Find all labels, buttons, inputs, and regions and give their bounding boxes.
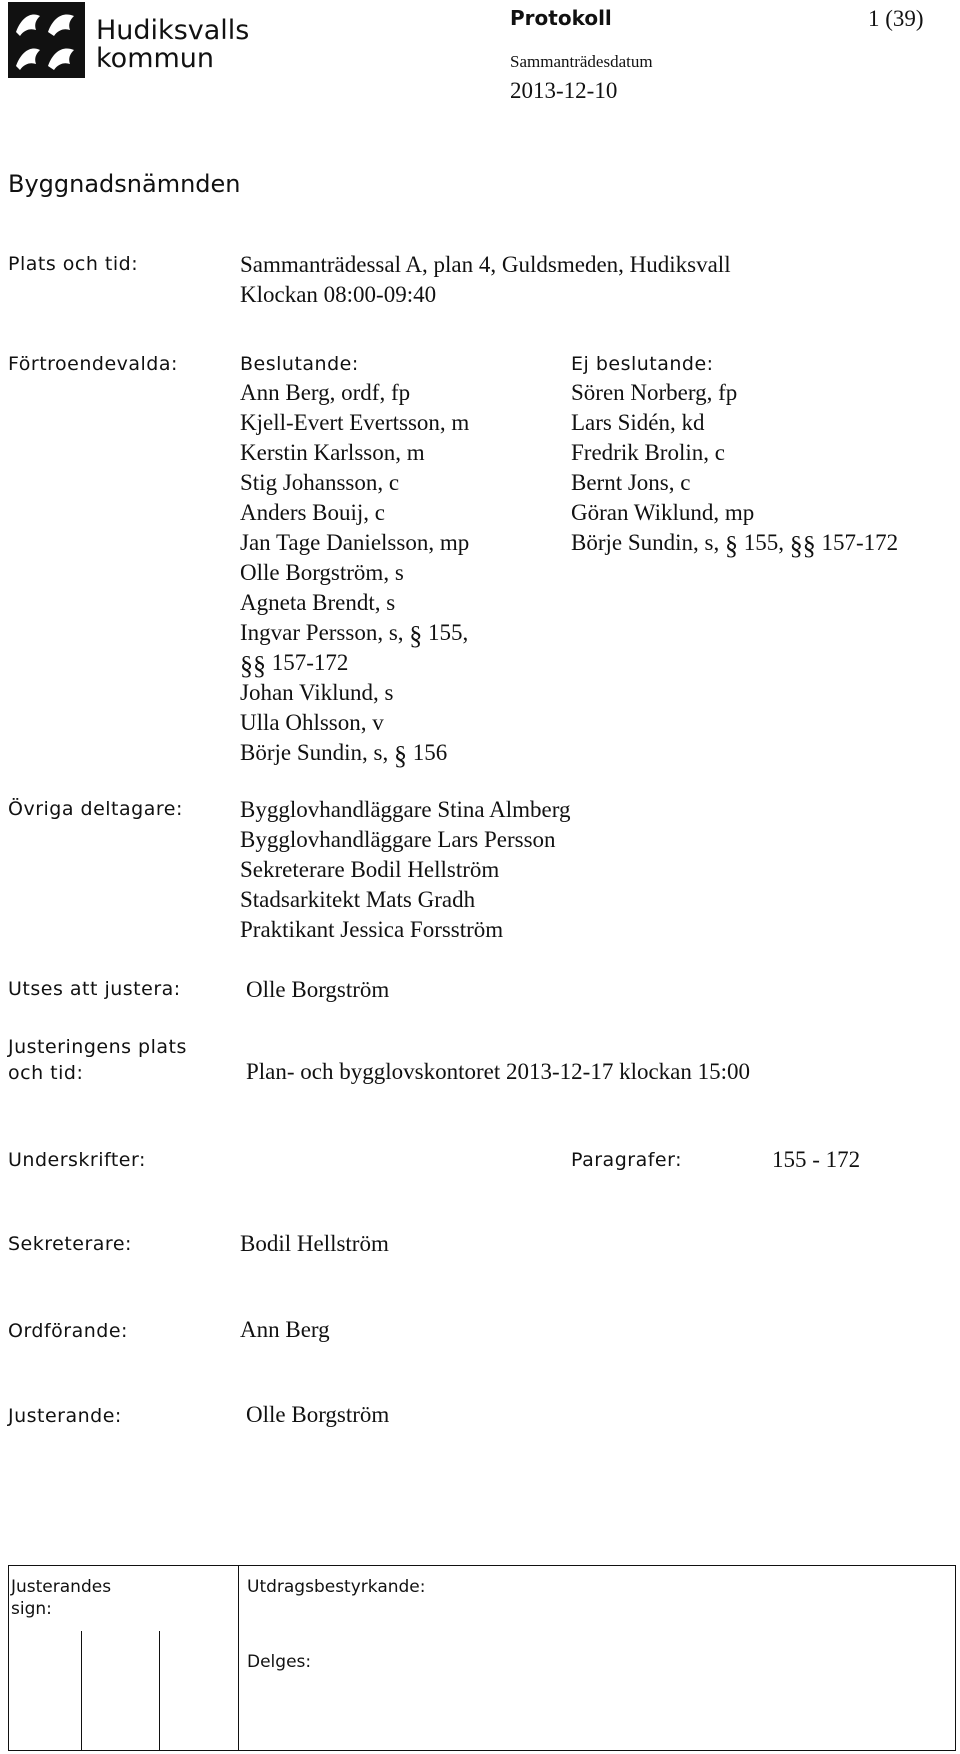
list-item: Sekreterare Bodil Hellström bbox=[240, 857, 500, 882]
list-item: Ulla Ohlsson, v bbox=[240, 710, 384, 735]
adjust-place-label: Justeringens plats och tid: bbox=[8, 1036, 187, 1084]
list-item: Ingvar Persson, s, § 155, bbox=[240, 620, 469, 650]
adjuster-label: Justerande: bbox=[8, 1405, 122, 1427]
list-item: Stadsarkitekt Mats Gradh bbox=[240, 887, 476, 912]
double-section-symbol: §§ bbox=[789, 531, 816, 560]
column-divider bbox=[238, 1566, 239, 1750]
list-item: Stig Johansson, c bbox=[240, 470, 400, 495]
section-symbol: § bbox=[409, 621, 423, 650]
elected-label: Förtroendevalda: bbox=[8, 353, 178, 375]
adjuster-name: Olle Borgström bbox=[246, 1402, 390, 1427]
logo-text-line1: Hudiksvalls bbox=[96, 15, 250, 46]
chair-name: Ann Berg bbox=[240, 1317, 330, 1342]
column-divider bbox=[81, 1631, 82, 1750]
double-section-symbol: §§ bbox=[240, 651, 266, 680]
list-item: Agneta Brendt, s bbox=[240, 590, 396, 615]
goat-emblem-icon bbox=[8, 2, 85, 78]
extract-label: Utdragsbestyrkande: bbox=[247, 1577, 426, 1597]
list-item: Börje Sundin, s, § 155, §§ 157-172 bbox=[571, 530, 899, 560]
meeting-time: Klockan 08:00-09:40 bbox=[240, 282, 437, 307]
section-symbol: § bbox=[393, 741, 407, 770]
others-list bbox=[240, 795, 570, 945]
hudiksvall-logo bbox=[8, 2, 258, 78]
secretary-label: Sekreterare: bbox=[8, 1233, 132, 1255]
nondeciding-label: Ej beslutande: bbox=[571, 353, 714, 375]
signatures-label: Underskrifter: bbox=[8, 1149, 146, 1171]
adjust-label: Utses att justera: bbox=[8, 978, 181, 1000]
committee-title: Byggnadsnämnden bbox=[8, 170, 241, 198]
list-item: Lars Sidén, kd bbox=[571, 410, 705, 435]
list-item: Göran Wiklund, mp bbox=[571, 500, 755, 525]
footer-table bbox=[8, 1565, 956, 1751]
list-item: Börje Sundin, s, § 156 bbox=[240, 740, 448, 770]
place-time-label: Plats och tid: bbox=[8, 253, 139, 275]
list-item: Kjell-Evert Evertsson, m bbox=[240, 410, 470, 435]
deciding-label: Beslutande: bbox=[240, 353, 359, 375]
list-item: Praktikant Jessica Forsström bbox=[240, 917, 504, 942]
date-label: Sammanträdesdatum bbox=[510, 52, 653, 71]
secretary-name: Bodil Hellström bbox=[240, 1231, 389, 1256]
column-divider bbox=[159, 1631, 160, 1750]
list-item: Jan Tage Danielsson, mp bbox=[240, 530, 470, 555]
adjust-place: Plan- och bygglovskontoret 2013-12-17 klockan 15:00 bbox=[246, 1059, 751, 1084]
adjust-name: Olle Borgström bbox=[246, 977, 390, 1002]
paragraphs-label: Paragrafer: bbox=[571, 1149, 682, 1171]
list-item: Bygglovhandläggare Stina Almberg bbox=[240, 797, 571, 822]
nondeciding-list bbox=[571, 378, 898, 558]
others-label: Övriga deltagare: bbox=[8, 798, 183, 820]
list-item: Olle Borgström, s bbox=[240, 560, 404, 585]
sent-label: Delges: bbox=[247, 1652, 312, 1672]
meeting-date: 2013-12-10 bbox=[510, 78, 618, 103]
list-item: Kerstin Karlsson, m bbox=[240, 440, 425, 465]
page-number: 1 (39) bbox=[868, 6, 924, 31]
list-item: Ann Berg, ordf, fp bbox=[240, 380, 411, 405]
section-symbol: § bbox=[724, 531, 738, 560]
chair-label: Ordförande: bbox=[8, 1320, 128, 1342]
list-item: Johan Viklund, s bbox=[240, 680, 394, 705]
logo-text-line2: kommun bbox=[96, 43, 215, 74]
list-item: Anders Bouij, c bbox=[240, 500, 386, 525]
sign-label: Justerandes sign: bbox=[11, 1577, 112, 1619]
deciding-list bbox=[240, 378, 469, 768]
list-item: Bygglovhandläggare Lars Persson bbox=[240, 827, 556, 852]
list-item: Sören Norberg, fp bbox=[571, 380, 738, 405]
paragraphs-value: 155 - 172 bbox=[772, 1147, 861, 1172]
meeting-place: Sammanträdessal A, plan 4, Guldsmeden, Hudiksvall bbox=[240, 252, 731, 277]
list-item: §§ 157-172 bbox=[240, 650, 349, 680]
list-item: Bernt Jons, c bbox=[571, 470, 691, 495]
doc-type: Protokoll bbox=[510, 6, 612, 30]
list-item: Fredrik Brolin, c bbox=[571, 440, 725, 465]
